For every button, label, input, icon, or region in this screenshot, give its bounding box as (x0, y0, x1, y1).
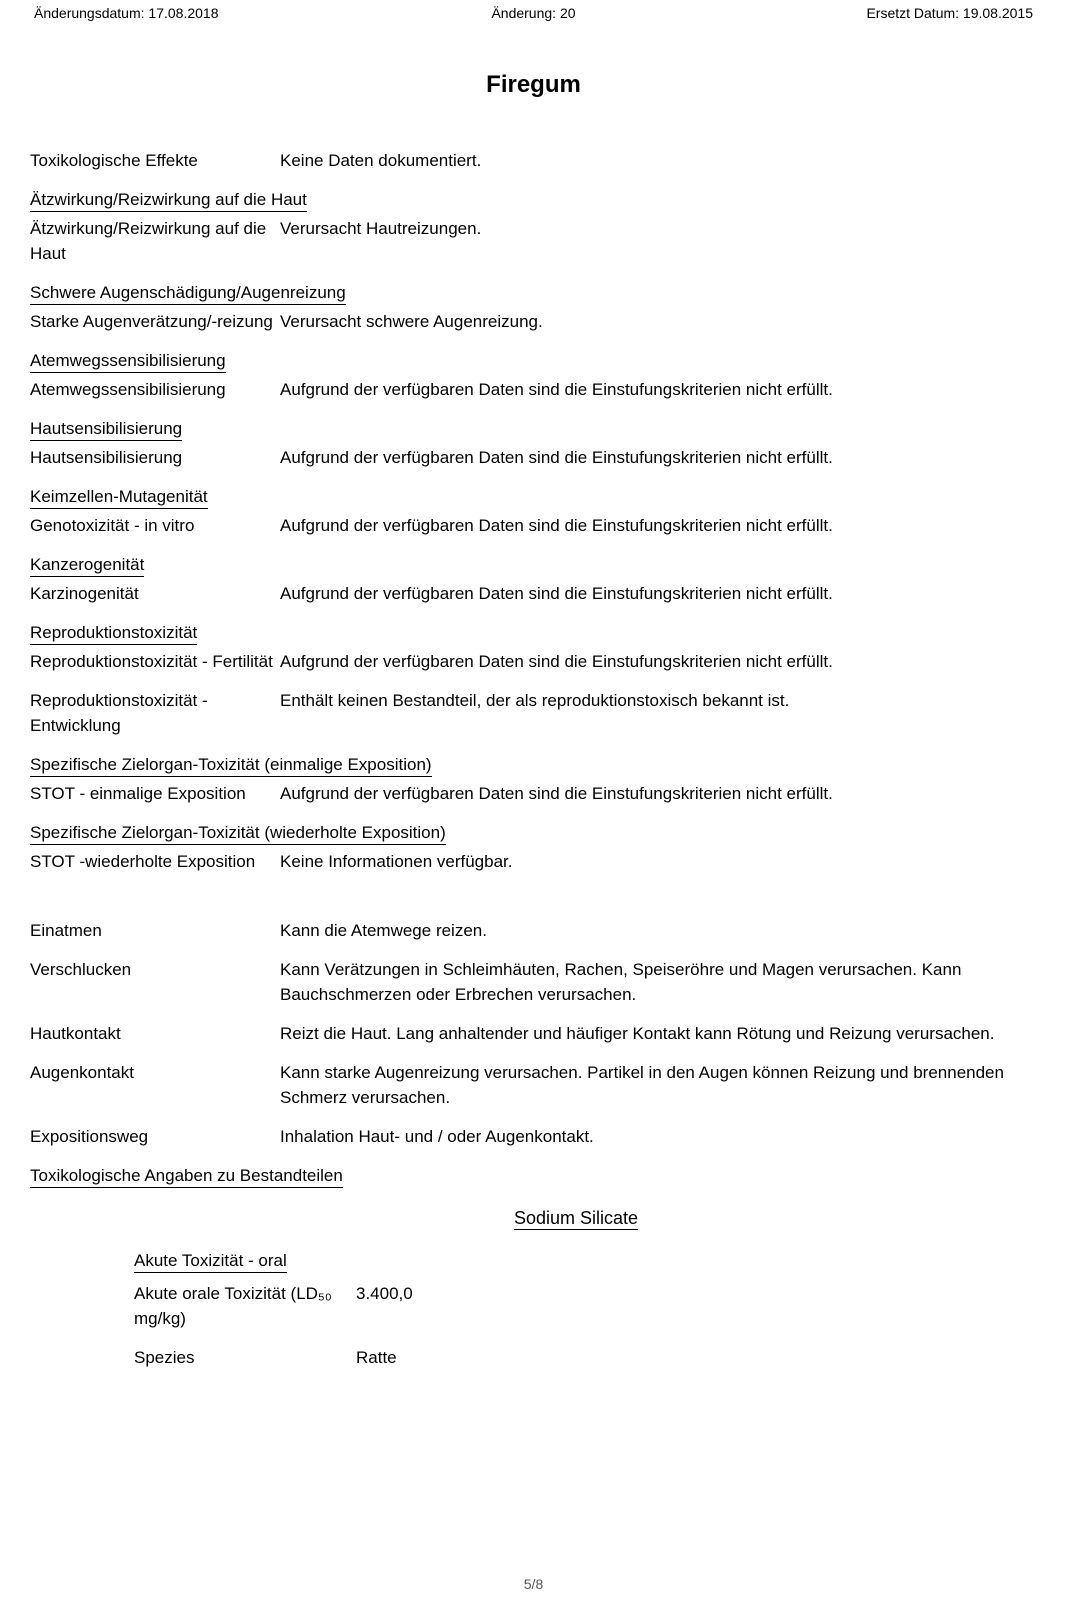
row-stot-single (30, 781, 1040, 806)
row-eye-damage (30, 309, 1040, 334)
row-value: Verursacht schwere Augenreizung. (280, 312, 543, 331)
row-label: Reproduktionstoxizität - Entwicklung (30, 691, 208, 735)
row-value: Keine Daten dokumentiert. (280, 151, 482, 170)
row-value: Aufgrund der verfügbaren Daten sind die Einstufungskriterien nicht erfüllt. (280, 584, 833, 603)
row-reproductive-fertility (30, 649, 1040, 674)
row-genotoxicity (30, 513, 1040, 538)
row-value: Ratte (356, 1348, 397, 1367)
row-value: Keine Informationen verfügbar. (280, 852, 513, 871)
component-name: Sodium Silicate (514, 1208, 639, 1228)
page-number: 5/8 (523, 1576, 544, 1592)
row-value: Kann starke Augenreizung verursachen. Partikel in den Augen können Reizung und brennenden Schmerz verursachen. (280, 1063, 1004, 1107)
revision-date: Änderungsdatum: 17.08.2018 (34, 5, 219, 21)
row-value: Aufgrund der verfügbaren Daten sind die Einstufungskriterien nicht erfüllt. (280, 784, 833, 803)
row-skin-corrosion (30, 216, 1040, 266)
section-heading-component-toxicology: Toxikologische Angaben zu Bestandteilen (30, 1165, 343, 1188)
row-label: Karzinogenität (30, 584, 139, 603)
section-heading-stot-single: Spezifische Zielorgan-Toxizität (einmalige Exposition) (30, 754, 432, 777)
row-value: Reizt die Haut. Lang anhaltender und häufiger Kontakt kann Rötung und Reizung verursachen. (280, 1024, 995, 1043)
row-value: Aufgrund der verfügbaren Daten sind die Einstufungskriterien nicht erfüllt. (280, 448, 833, 467)
row-label: Augenkontakt (30, 1063, 134, 1082)
section-heading-acute-oral: Akute Toxizität - oral (134, 1250, 287, 1273)
row-label: Akute orale Toxizität (LD₅₀ mg/kg) (134, 1284, 332, 1328)
row-label: Ätzwirkung/Reizwirkung auf die Haut (30, 219, 267, 263)
component-block (30, 1206, 1040, 1370)
replaces-date: Ersetzt Datum: 19.08.2015 (866, 5, 1033, 21)
row-stot-repeated (30, 849, 1040, 874)
section-heading-skin-corrosion: Ätzwirkung/Reizwirkung auf die Haut (30, 189, 307, 212)
row-ld50 (134, 1281, 1040, 1331)
row-value: Kann die Atemwege reizen. (280, 921, 487, 940)
row-value: Aufgrund der verfügbaren Daten sind die Einstufungskriterien nicht erfüllt. (280, 380, 833, 399)
row-value: Kann Verätzungen in Schleimhäuten, Rachen, Speiseröhre und Magen verursachen. Kann Bauchschmerzen oder Erbrechen verursachen. (280, 960, 962, 1004)
section-heading-reproductive-toxicity: Reproduktionstoxizität (30, 622, 197, 645)
row-value: Inhalation Haut- und / oder Augenkontakt. (280, 1127, 594, 1146)
row-label: Verschlucken (30, 960, 132, 979)
section-heading-respiratory-sensitization: Atemwegssensibilisierung (30, 350, 226, 373)
row-label: STOT - einmalige Exposition (30, 784, 246, 803)
section-heading-eye-damage: Schwere Augenschädigung/Augenreizung (30, 282, 346, 305)
row-inhalation (30, 918, 1040, 943)
revision-number: Änderung: 20 (491, 5, 576, 21)
row-reproductive-development (30, 688, 1040, 738)
toxicological-effects-row (30, 148, 1040, 173)
section-heading-stot-repeated: Spezifische Zielorgan-Toxizität (wiederholte Exposition) (30, 822, 446, 845)
row-label: STOT -wiederholte Exposition (30, 852, 256, 871)
row-value: Enthält keinen Bestandteil, der als reproduktionstoxisch bekannt ist. (280, 691, 790, 710)
row-value: Verursacht Hautreizungen. (280, 219, 482, 238)
section-heading-germ-cell-mutagenicity: Keimzellen-Mutagenität (30, 486, 208, 509)
row-skin-contact (30, 1021, 1040, 1046)
row-label: Hautkontakt (30, 1024, 121, 1043)
row-respiratory-sensitization (30, 377, 1040, 402)
row-eye-contact (30, 1060, 1040, 1110)
row-carcinogenicity (30, 581, 1040, 606)
row-label: Genotoxizität - in vitro (30, 516, 195, 535)
row-label: Hautsensibilisierung (30, 448, 183, 467)
row-ingestion (30, 957, 1040, 1007)
row-label: Expositionsweg (30, 1127, 149, 1146)
row-label: Reproduktionstoxizität - Fertilität (30, 652, 273, 671)
row-value: Aufgrund der verfügbaren Daten sind die Einstufungskriterien nicht erfüllt. (280, 516, 833, 535)
section-heading-carcinogenicity: Kanzerogenität (30, 554, 144, 577)
page-header (34, 5, 1033, 25)
row-label: Einatmen (30, 921, 102, 940)
row-skin-sensitization (30, 445, 1040, 470)
document-title: Firegum (486, 71, 581, 98)
row-value: Aufgrund der verfügbaren Daten sind die Einstufungskriterien nicht erfüllt. (280, 652, 833, 671)
section-heading-skin-sensitization: Hautsensibilisierung (30, 418, 182, 441)
row-label: Starke Augenverätzung/-reizung (30, 312, 273, 331)
row-label: Atemwegssensibilisierung (30, 380, 226, 399)
row-exposure-route (30, 1124, 1040, 1149)
row-species (134, 1345, 1040, 1370)
row-label: Spezies (134, 1348, 195, 1367)
row-value: 3.400,0 (356, 1284, 413, 1303)
row-label: Toxikologische Effekte (30, 151, 198, 170)
document-body (30, 148, 1040, 1370)
